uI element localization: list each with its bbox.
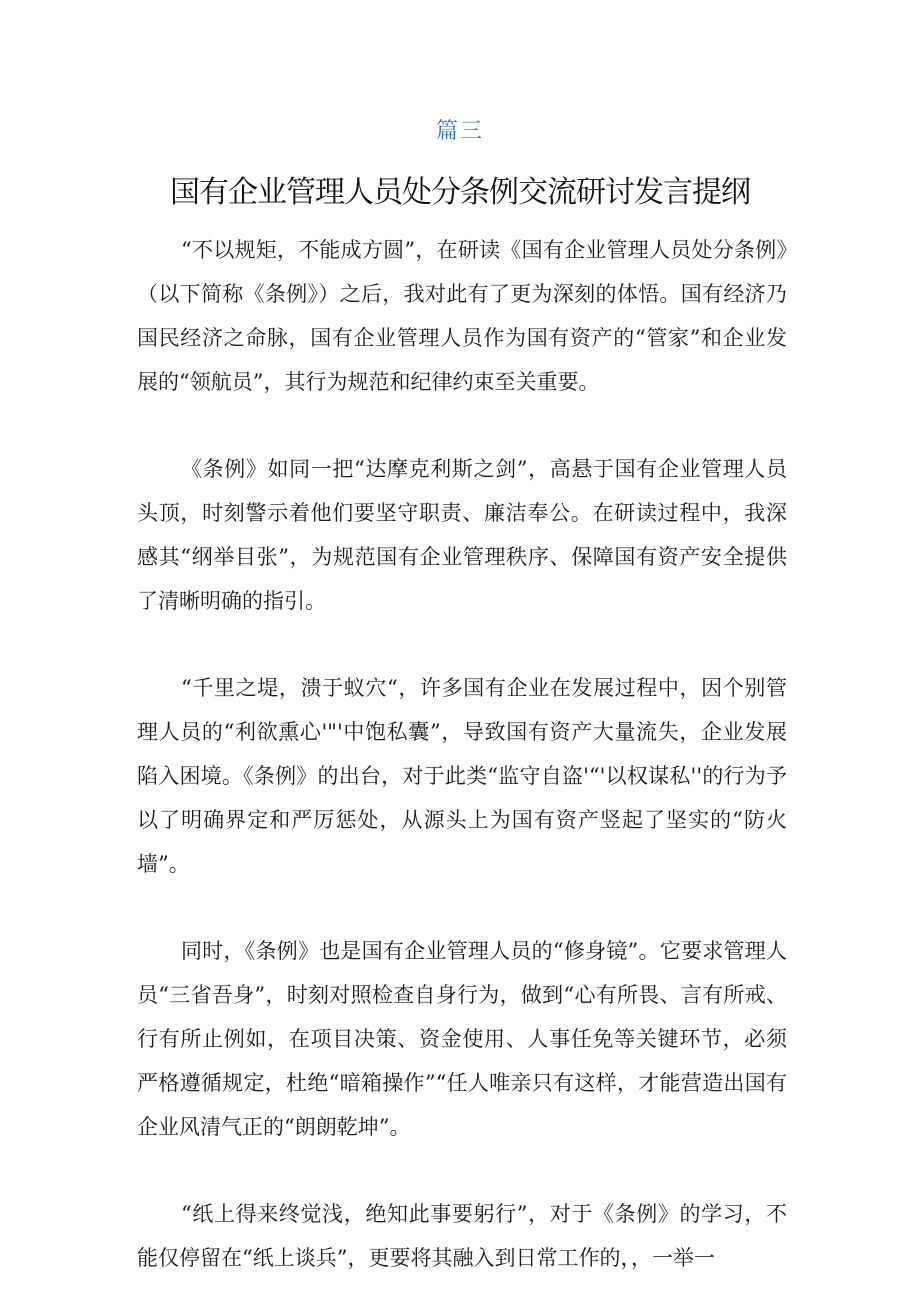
paragraph: 同时，《条例》也是国有企业管理人员的“修身镜”。它要求管理人员“三省吾身”，时刻对照检查自身行为，做到“心有所畏、言有所戒、行有所止例如，在项目决策、资金使用、人事任免等关键环节，必须严格遵循规定，杜绝“暗箱操作”“任人唯亲只有这样，才能营造出国有企业风清气正的“朗朗乾坤”。 <box>137 939 787 1139</box>
paragraph: 《条例》如同一把“达摩克利斯之剑”，高悬于国有企业管理人员头顶，时刻警示着他们要坚守职责、廉洁奉公。在研读过程中，我深感其“纲举目张”，为规范国有企业管理秩序、保障国有资产安全提供了清晰明确的指引。 <box>137 457 787 613</box>
document-title: 国有企业管理人员处分条例交流研讨发言提纲 <box>170 175 750 210</box>
section-label: 篇三 <box>435 119 484 144</box>
paragraph: “千里之堤，溃于蚁穴“，许多国有企业在发展过程中，因个别管理人员的“利欲熏心'"'中饱私囊”，导致国有资产大量流失，企业发展陷入困境。《条例》的出台，对于此类“监守自盗'“'以权谋私''的行为予以了明确界定和严厉惩处，从源头上为国有资产竖起了坚实的“防火墙”。 <box>137 676 787 876</box>
paragraph: “纸上得来终觉浅，绝知此事要躬行”，对于《条例》的学习，不能仅停留在“纸上谈兵”，更要将其融入到日常工作的，，一举一 <box>137 1202 787 1270</box>
paragraph: “不以规矩，不能成方圆”，在研读《国有企业管理人员处分条例》（以下简称《条例》）之后，我对此有了更为深刻的体悟。国有经济乃国民经济之命脉，国有企业管理人员作为国有资产的“管家”和企业发展的“领航员”，其行为规范和纪律约束至关重要。 <box>137 238 787 394</box>
document-body <box>137 228 787 1280</box>
